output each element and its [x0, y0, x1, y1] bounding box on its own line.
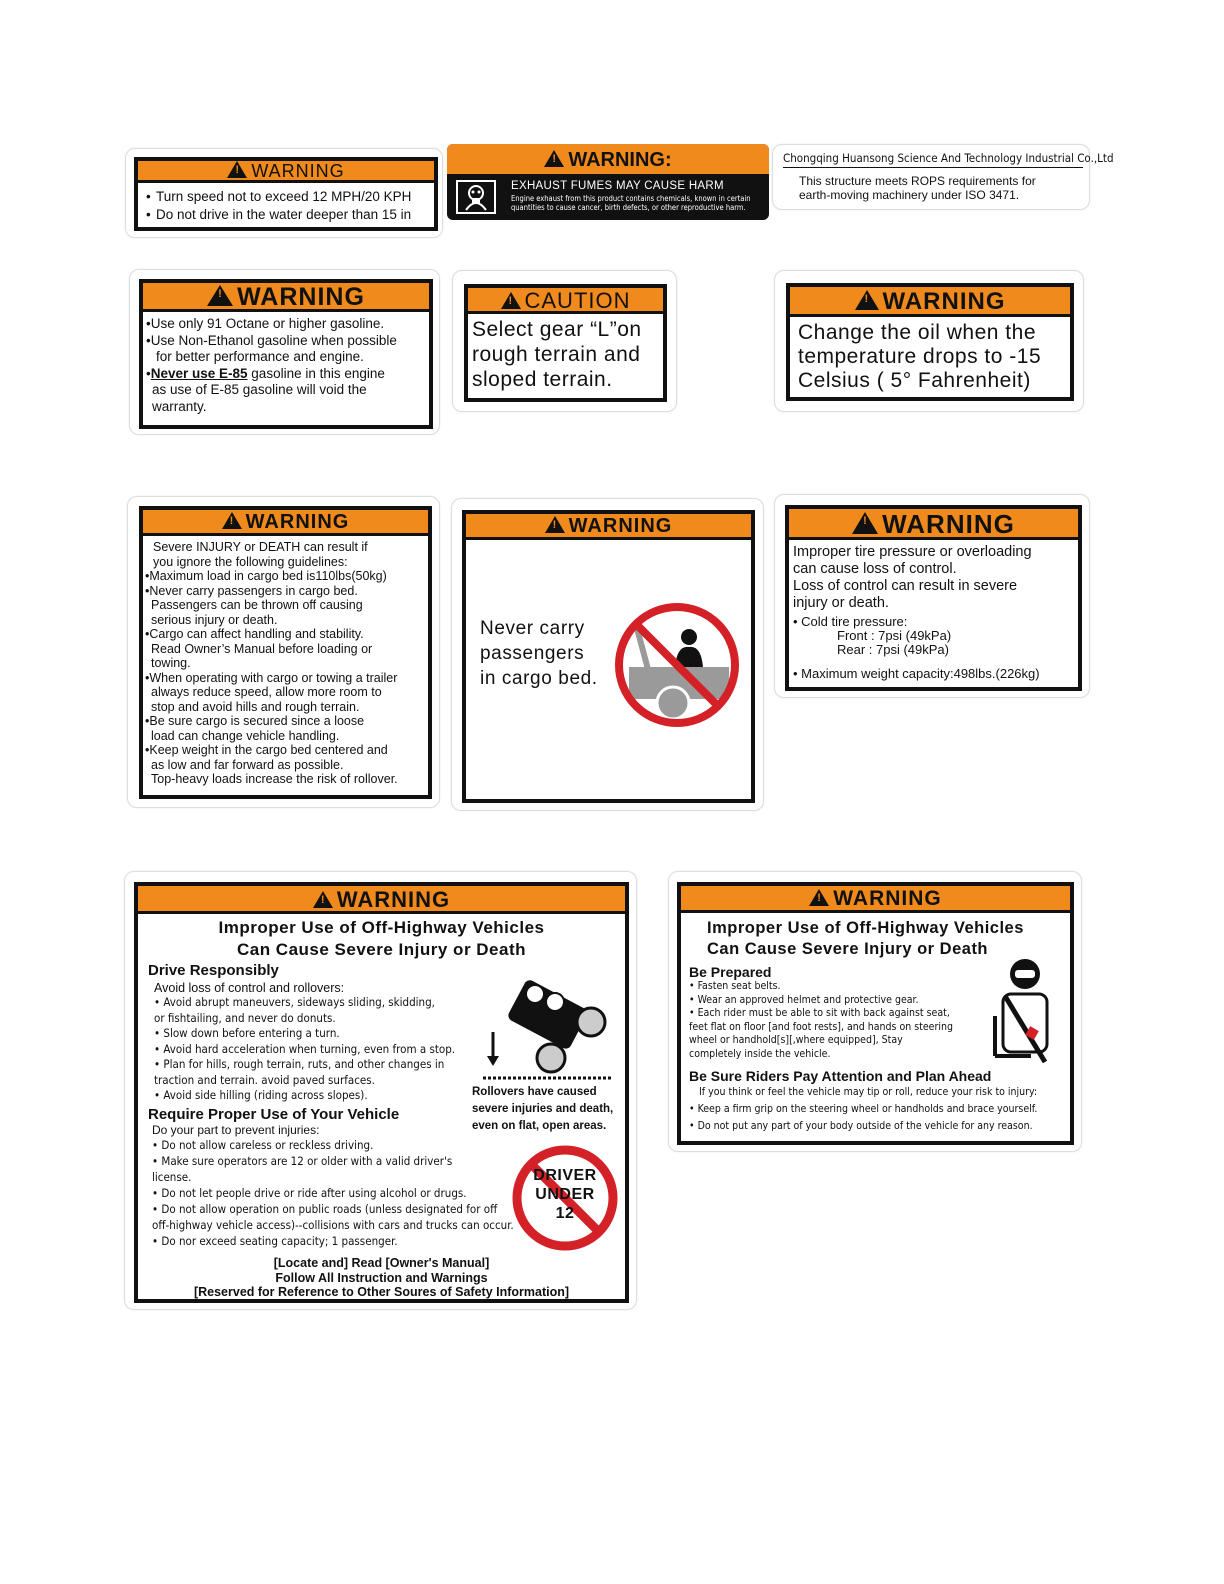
- label-header: [143, 283, 429, 312]
- label-line: • Do not allow operation on public roads (unless designated for off: [152, 1201, 498, 1216]
- section-heading: Drive Responsibly: [148, 962, 279, 979]
- header-text: WARNING: [833, 887, 942, 910]
- cargo-warning-label: [139, 506, 432, 799]
- label-title: Improper Use of Off-Highway Vehicles: [707, 919, 1024, 937]
- label-header: [138, 886, 625, 914]
- label-card-cargo: [127, 496, 440, 808]
- label-line: • Slow down before entering a turn.: [154, 1026, 340, 1040]
- label-line: • Make sure operators are 12 or older with a valid driver's: [152, 1153, 453, 1168]
- label-line: • Cold tire pressure:: [793, 614, 908, 629]
- label-line: in cargo bed.: [480, 668, 598, 689]
- label-line: • Do not allow careless or reckless driving.: [152, 1137, 374, 1152]
- tire-warning-label: [785, 505, 1082, 691]
- label-line: •Never use E-85 gasoline in this engine: [146, 365, 385, 381]
- warning-triangle-icon: [501, 292, 521, 309]
- caution-label: [464, 284, 667, 402]
- label-line: Read Owner’s Manual before loading or: [151, 641, 373, 656]
- label-card-rops: [772, 144, 1114, 210]
- label-card-oil: [774, 270, 1084, 412]
- label-line: license.: [152, 1169, 192, 1184]
- footer-line: [Locate and] Read [Owner's Manual]: [273, 1256, 490, 1270]
- label-line: Loss of control can result in severe: [793, 578, 1018, 594]
- gasoline-warning-label: [139, 279, 433, 429]
- speed-warning-label: [134, 157, 438, 231]
- label-line: • Plan for hills, rough terrain, ruts, and other changes in: [154, 1057, 445, 1071]
- oil-warning-label: [786, 283, 1074, 401]
- passengers-warning-label: [462, 510, 755, 803]
- header-text: WARNING: [251, 161, 345, 181]
- label-card-speed: [125, 148, 443, 238]
- label-header: [790, 287, 1070, 317]
- respirator-icon: [456, 180, 496, 214]
- rops-label: [783, 151, 1114, 202]
- warning-triangle-icon: [313, 891, 333, 908]
- driver-text: UNDER: [535, 1186, 595, 1203]
- rollover-caption: severe injuries and death,: [472, 1103, 614, 1115]
- label-line: sloped terrain.: [472, 368, 613, 391]
- driver-text: DRIVER: [533, 1167, 597, 1184]
- label-header: [681, 886, 1070, 913]
- warning-triangle-icon: [227, 161, 247, 178]
- exhaust-text: Engine exhaust from this product contains chemicals, known in certain: [511, 194, 751, 203]
- driver-text: 12: [555, 1205, 575, 1222]
- label-line: Top-heavy loads increase the risk of rollover.: [151, 772, 398, 786]
- label-line: stop and avoid hills and rough terrain.: [151, 699, 360, 714]
- exhaust-warning-label: [447, 144, 769, 220]
- label-line: •Use Non-Ethanol gasoline when possible: [146, 332, 397, 348]
- label-line: serious injury or death.: [151, 612, 278, 627]
- label-line: Do your part to prevent injuries:: [152, 1122, 320, 1137]
- label-card-be-prepared: [668, 871, 1082, 1152]
- rops-text: This structure meets ROPS requirements for: [799, 174, 1036, 188]
- section-heading: Be Sure Riders Pay Attention and Plan Ahead: [689, 1068, 992, 1084]
- label-line: temperature drops to -15: [798, 345, 1042, 368]
- footer-line: [Reserved for Reference to Other Soures of Safety Information]: [193, 1285, 570, 1299]
- label-title: Can Cause Severe Injury or Death: [707, 940, 989, 958]
- header-text: WARNING: [882, 288, 1006, 315]
- label-line: • Do not drive in the water deeper than 15 in: [146, 206, 426, 224]
- label-line: • Avoid abrupt maneuvers, sideways sliding, skidding,: [154, 995, 435, 1009]
- label-line: Avoid loss of control and rollovers:: [154, 981, 345, 995]
- label-line: warranty.: [152, 398, 207, 414]
- label-line: as use of E-85 gasoline will void the: [152, 382, 367, 397]
- label-line: • Do not let people drive or ride after using alcohol or drugs.: [152, 1185, 467, 1200]
- label-line: Rear : 7psi (49kPa): [837, 642, 949, 657]
- helmeted-rider-seatbelt-icon: [991, 956, 1061, 1068]
- warning-triangle-icon: [852, 512, 878, 534]
- label-line: • Do nor exceed seating capacity; 1 passenger.: [152, 1233, 398, 1248]
- label-header: [466, 514, 751, 540]
- label-line: towing.: [151, 656, 191, 670]
- label-line: •Cargo can affect handling and stability.: [145, 627, 364, 641]
- rollover-caption: even on flat, open areas.: [472, 1120, 607, 1132]
- label-line: Passengers can be thrown off causing: [151, 598, 363, 612]
- header-text: WARNING: [882, 509, 1015, 539]
- label-line: • Each rider must be able to sit with back against seat,: [689, 1007, 950, 1019]
- exhaust-title: EXHAUST FUMES MAY CAUSE HARM: [511, 180, 724, 192]
- exhaust-text: quantities to cause cancer, birth defects, or other reproductive harm.: [511, 203, 746, 212]
- label-line: Select gear “L”on: [472, 318, 642, 341]
- label-card-gasoline: [129, 269, 440, 435]
- label-line: • Avoid hard acceleration when turning, even from a stop.: [154, 1041, 456, 1056]
- company-name: Chongqing Huansong Science And Technology Industrial Co.,Ltd: [783, 151, 1083, 168]
- warning-triangle-icon: [545, 516, 565, 533]
- label-header: [143, 510, 428, 536]
- label-header: [138, 161, 434, 183]
- header-text: WARNING: [237, 283, 365, 311]
- section-heading: Be Prepared: [689, 964, 772, 980]
- label-line: If you think or feel the vehicle may tip or roll, reduce your risk to injury:: [699, 1086, 1038, 1098]
- section-heading: Require Proper Use of Your Vehicle: [148, 1105, 400, 1123]
- label-line: wheel or handhold[s][,where equipped], Stay: [689, 1034, 903, 1046]
- rollover-caption: Rollovers have caused: [472, 1086, 597, 1098]
- label-line: • Maximum weight capacity:498lbs.(226kg): [793, 666, 1040, 681]
- no-passengers-icon: [609, 597, 745, 733]
- warning-triangle-icon: [207, 285, 233, 306]
- label-title: Improper Use of Off-Highway Vehicles: [218, 918, 545, 937]
- header-text: WARNING: [336, 887, 451, 912]
- warning-triangle-icon: [809, 889, 829, 906]
- label-line: •Keep weight in the cargo bed centered and: [145, 743, 388, 757]
- label-line: Improper tire pressure or overloading: [793, 544, 1032, 560]
- off-highway-warning-label-1: [134, 882, 629, 1303]
- label-line: •Use only 91 Octane or higher gasoline.: [146, 316, 385, 331]
- label-line: or fishtailing, and never do donuts.: [154, 1010, 336, 1025]
- label-line: traction and terrain. avoid paved surfaces.: [154, 1072, 375, 1087]
- off-highway-warning-label-2: [677, 882, 1074, 1145]
- label-line: • Keep a firm grip on the steering wheel or handholds and brace yourself.: [689, 1103, 1038, 1115]
- label-line: as low and far forward as possible.: [151, 757, 344, 772]
- label-line: • Avoid side hilling (riding across slopes).: [154, 1088, 368, 1102]
- label-card-drive-responsibly: [124, 871, 637, 1310]
- label-line: Celsius ( 5° Fahrenheit): [798, 369, 1031, 392]
- label-line: passengers: [480, 643, 585, 664]
- label-line: Change the oil when the: [798, 321, 1036, 344]
- label-header: [468, 288, 663, 314]
- warning-triangle-icon: [222, 512, 242, 529]
- label-line: •When operating with cargo or towing a trailer: [145, 670, 398, 685]
- label-card-passengers: [451, 498, 764, 811]
- label-line: Severe INJURY or DEATH can result if: [153, 540, 368, 554]
- label-card-tire: [774, 494, 1090, 698]
- label-header: [789, 509, 1078, 540]
- rollover-vehicle-icon: [483, 972, 613, 1082]
- label-line: off-highway vehicle access)--collisions with cars and trucks can occur.: [152, 1217, 514, 1232]
- label-line: completely inside the vehicle.: [689, 1047, 831, 1060]
- header-text: WARNING: [245, 511, 350, 533]
- label-title: Can Cause Severe Injury or Death: [236, 940, 527, 959]
- header-text: WARNING: [568, 515, 673, 537]
- label-line: •Maximum load in cargo bed is110lbs(50kg): [145, 569, 387, 583]
- rops-text: earth-moving machinery under ISO 3471.: [799, 188, 1020, 202]
- label-line: Front : 7psi (49kPa): [837, 628, 952, 643]
- header-text: WARNING:: [568, 149, 672, 171]
- label-line: can cause loss of control.: [793, 561, 957, 577]
- label-line: always reduce speed, allow more room to: [151, 685, 382, 699]
- label-line: feet flat on floor [and foot rests], and hands on steering: [689, 1020, 953, 1033]
- label-line: • Fasten seat belts.: [689, 980, 781, 992]
- label-line: load can change vehicle handling.: [151, 728, 340, 743]
- label-line: •Never carry passengers in cargo bed.: [145, 583, 358, 598]
- label-line: • Do not put any part of your body outside of the vehicle for any reason.: [689, 1120, 1033, 1132]
- label-line: rough terrain and: [472, 343, 641, 366]
- driver-under-12-icon: [511, 1144, 619, 1252]
- label-line: you ignore the following guidelines:: [153, 554, 348, 569]
- label-line: •Be sure cargo is secured since a loose: [145, 714, 365, 728]
- label-line: Never carry: [480, 618, 585, 639]
- label-line: injury or death.: [793, 595, 889, 611]
- label-card-exhaust: [447, 144, 769, 222]
- label-line: • Wear an approved helmet and protective gear.: [689, 993, 919, 1006]
- label-line: for better performance and engine.: [156, 349, 364, 364]
- label-header: [447, 144, 769, 174]
- label-line: • Turn speed not to exceed 12 MPH/20 KPH: [146, 188, 426, 206]
- header-text: CAUTION: [524, 288, 631, 313]
- never-e85-text: Never use E-85: [150, 365, 248, 381]
- warning-triangle-icon: [855, 290, 879, 310]
- label-card-caution: [452, 270, 677, 412]
- warning-triangle-icon: [544, 150, 564, 167]
- footer-line: Follow All Instruction and Warnings: [275, 1270, 488, 1285]
